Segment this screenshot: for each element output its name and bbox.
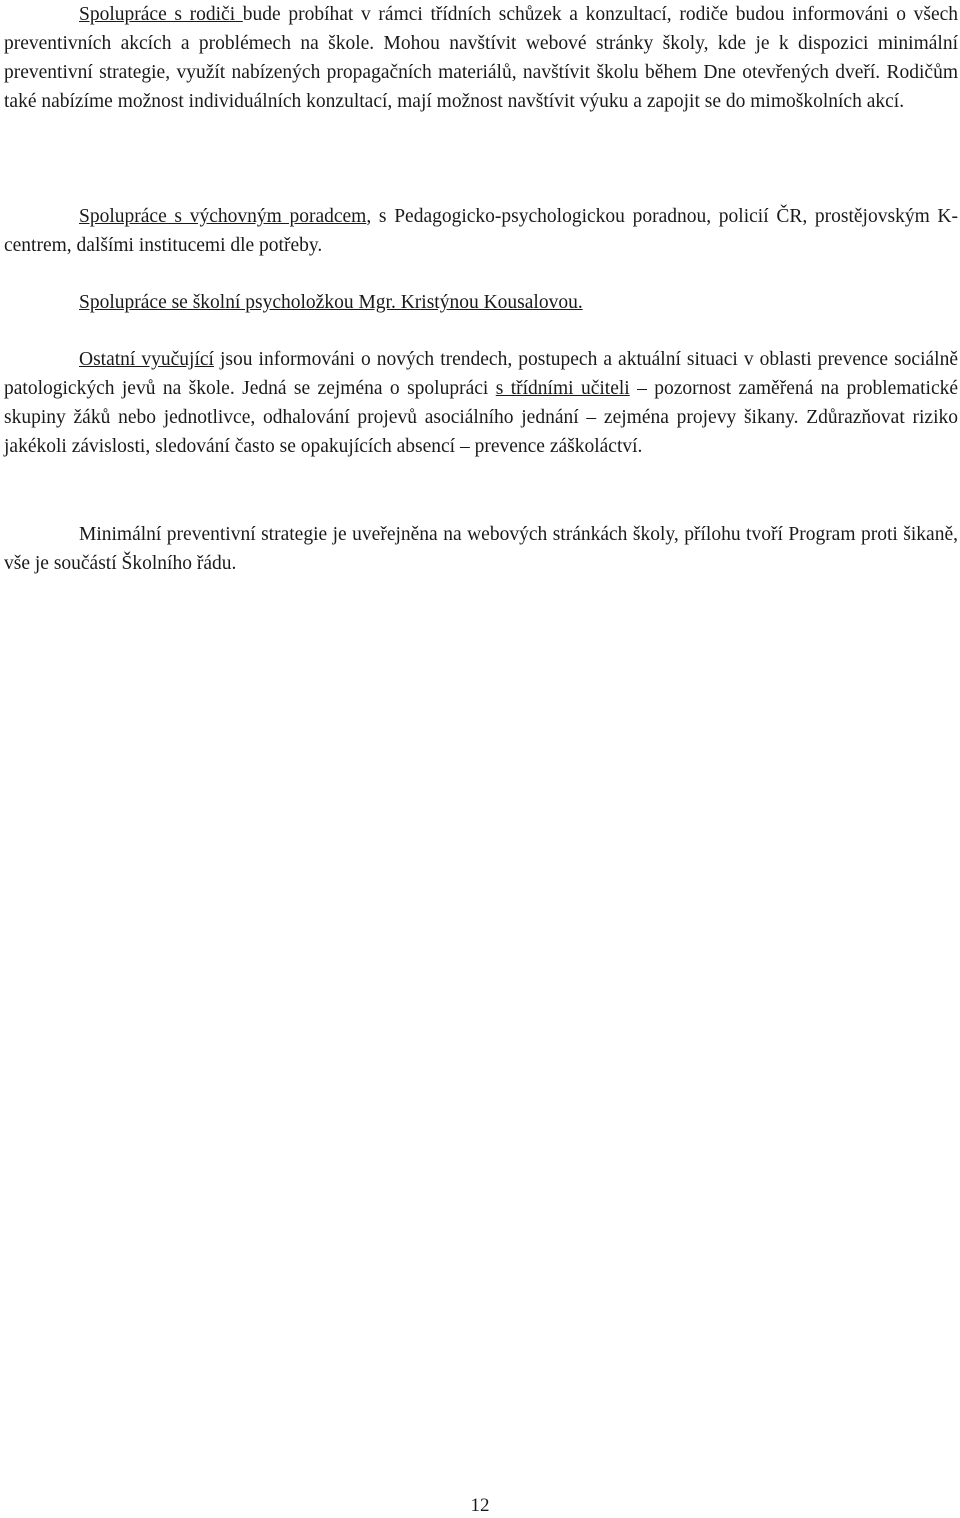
strategy-publication-text: Minimální preventivní strategie je uveřejněna na webových stránkách školy, přílohu tvoří Program proti šikaně, vše je součástí Školního řádu. — [4, 524, 958, 574]
paragraph-strategy-publication — [4, 520, 958, 578]
counselor-cooperation-text: , s Pedagogicko-psychologickou poradnou, policií ČR, prostějovským K-centrem, dalšími institucemi dle potřeby. — [4, 206, 959, 256]
paragraph-parents-cooperation — [4, 0, 958, 116]
class-teachers-heading: s třídními učiteli — [495, 378, 630, 399]
parents-cooperation-text: bude probíhat v rámci třídních schůzek a konzultací, rodiče budou informováni o všech preventivních akcích a problémech na škole. Mohou navštívit webové stránky školy, kde je k dispozici minimální preventivní strategie, využít nabízených propagačních materiálů, navštívit školu během Dne otevřených dveří. Rodičům také nabízíme možnost individuálních konzultací, mají možnost navštívit výuku a zapojit se do mimoškolních akcí. — [4, 4, 959, 112]
parents-cooperation-heading: Spolupráce s rodiči — [79, 4, 243, 25]
other-teachers-heading: Ostatní vyučující — [79, 349, 214, 370]
class-teachers-text: – pozornost zaměřená na problematické skupiny žáků nebo jednotlivce, odhalování projevů asociálního jednání – zejména projevy šikany. Zdůrazňovat riziko jakékoli závislosti, sledování často se opakujících absencí – prevence záškoláctví. — [4, 378, 958, 457]
psychologist-cooperation-heading: Spolupráce se školní psycholožkou Mgr. Kristýnou Kousalovou. — [79, 292, 583, 313]
other-teachers-text: jsou informováni o nových trendech, postupech a aktuální situaci v oblasti prevence sociálně patologických jevů na škole. Jedná se zejména o spolupráci — [4, 349, 958, 399]
paragraph-psychologist-cooperation — [4, 288, 958, 317]
counselor-cooperation-heading: Spolupráce s výchovným poradcem — [79, 206, 367, 227]
paragraph-other-teachers — [4, 345, 958, 461]
page-number: 12 — [470, 1495, 490, 1516]
paragraph-counselor-cooperation — [4, 202, 958, 260]
